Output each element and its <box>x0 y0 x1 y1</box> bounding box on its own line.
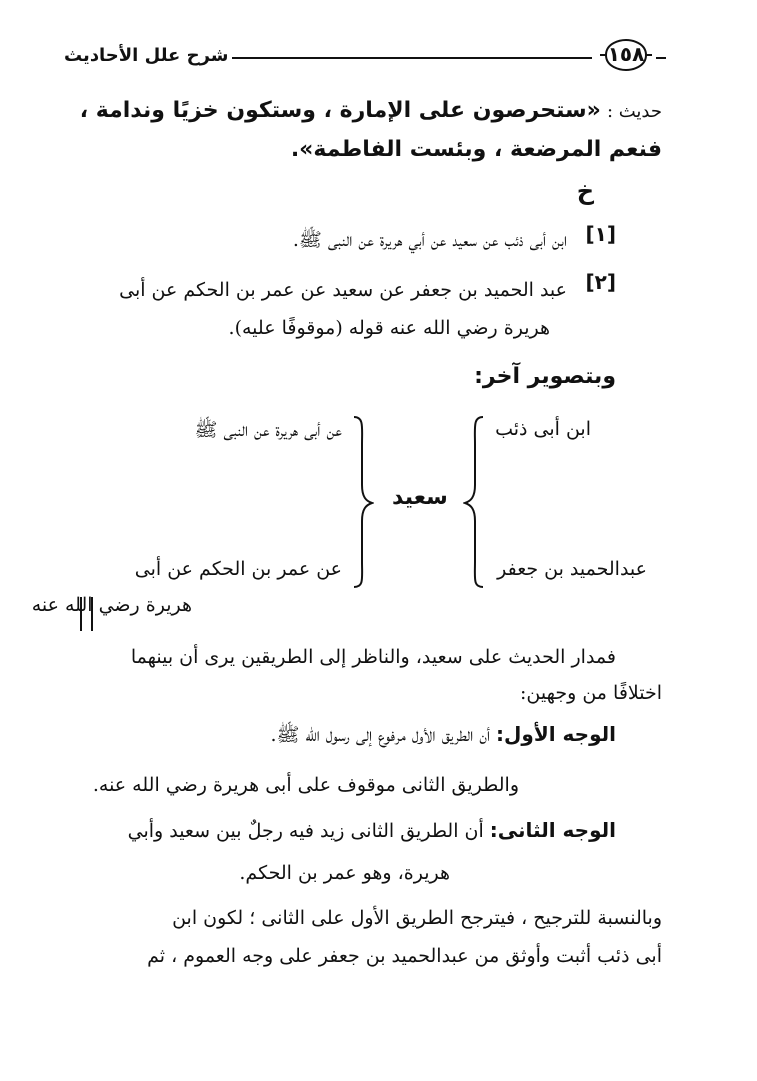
diagram-left-bottom-1: عن عمر بن الحكم عن أبى <box>134 558 342 580</box>
right-brace-icon <box>463 415 487 590</box>
chain-2-text-2: هريرة رضي الله عنه قوله (موقوفًا عليه). <box>228 317 550 339</box>
diagram-heading: وبتصوير آخر: <box>474 364 616 389</box>
hadith-text-2: فنعم المرضعة ، وبئست الفاطمة». <box>290 137 662 162</box>
diagram-left-bottom-2: هريرة رضي الله عنه <box>31 594 192 616</box>
first-aspect-label: الوجه الأول: <box>496 722 616 746</box>
first-aspect-line-1 <box>271 722 617 751</box>
second-aspect-text-1: أن الطريق الثانى زيد فيه رجلٌ بين سعيد وأبي <box>127 820 484 842</box>
first-aspect-text-1: أن الطريق الأول مرفوع إلى رسول الله ﷺ. <box>270 724 490 746</box>
chain-2-number: [٢] <box>585 270 616 294</box>
page-number-badge <box>600 37 652 73</box>
diagram-left-top: عن أبى هريرة عن النبى ﷺ <box>194 419 342 441</box>
source-code: خ <box>576 177 594 205</box>
conclusion-line-1: وبالنسبة للترجيح ، فيترجح الطريق الأول على الثانى ؛ لكون ابن <box>172 907 662 929</box>
analysis-intro-2: اختلافًا من وجهين: <box>520 682 662 704</box>
conclusion-line-2: أبى ذئب أثبت وأوثق من عبدالحميد بن جعفر على وجه العموم ، ثم <box>147 945 662 967</box>
running-title: شرح علل الأحاديث <box>64 45 229 66</box>
diagram-right-top: ابن أبى ذئب <box>495 418 591 440</box>
analysis-intro-1: فمدار الحديث على سعيد، والناظر إلى الطريقين يرى أن بينهما <box>130 646 616 668</box>
diagram-center: سعيد <box>392 485 448 510</box>
first-aspect-text-2: والطريق الثانى موقوف على أبى هريرة رضي الله عنه. <box>92 774 519 796</box>
hadith-label: حديث : <box>606 101 662 122</box>
second-aspect-label: الوجه الثانى: <box>489 818 616 842</box>
header-rule-left <box>232 57 592 59</box>
diagram-right-bottom: عبدالحميد بن جعفر <box>497 558 647 580</box>
hadith-text-1: «ستحرصون على الإمارة ، وستكون خزيًا وندامة ، <box>79 98 601 123</box>
chain-1-number: [١] <box>585 222 616 246</box>
double-bar-mark <box>80 597 93 631</box>
page-number: ١٥٨ <box>607 42 645 66</box>
left-brace-icon <box>350 415 374 590</box>
hadith-line-1 <box>80 98 662 123</box>
chain-1-text: ابن أبى ذئب عن سعيد عن أبي هريرة عن النبى ﷺ. <box>292 229 567 251</box>
second-aspect-line-1 <box>128 818 616 842</box>
chain-2-text-1: عبد الحميد بن جعفر عن سعيد عن عمر بن الحكم عن أبى <box>119 279 567 301</box>
header-rule-right <box>656 57 666 59</box>
second-aspect-text-2: هريرة، وهو عمر بن الحكم. <box>239 862 450 884</box>
